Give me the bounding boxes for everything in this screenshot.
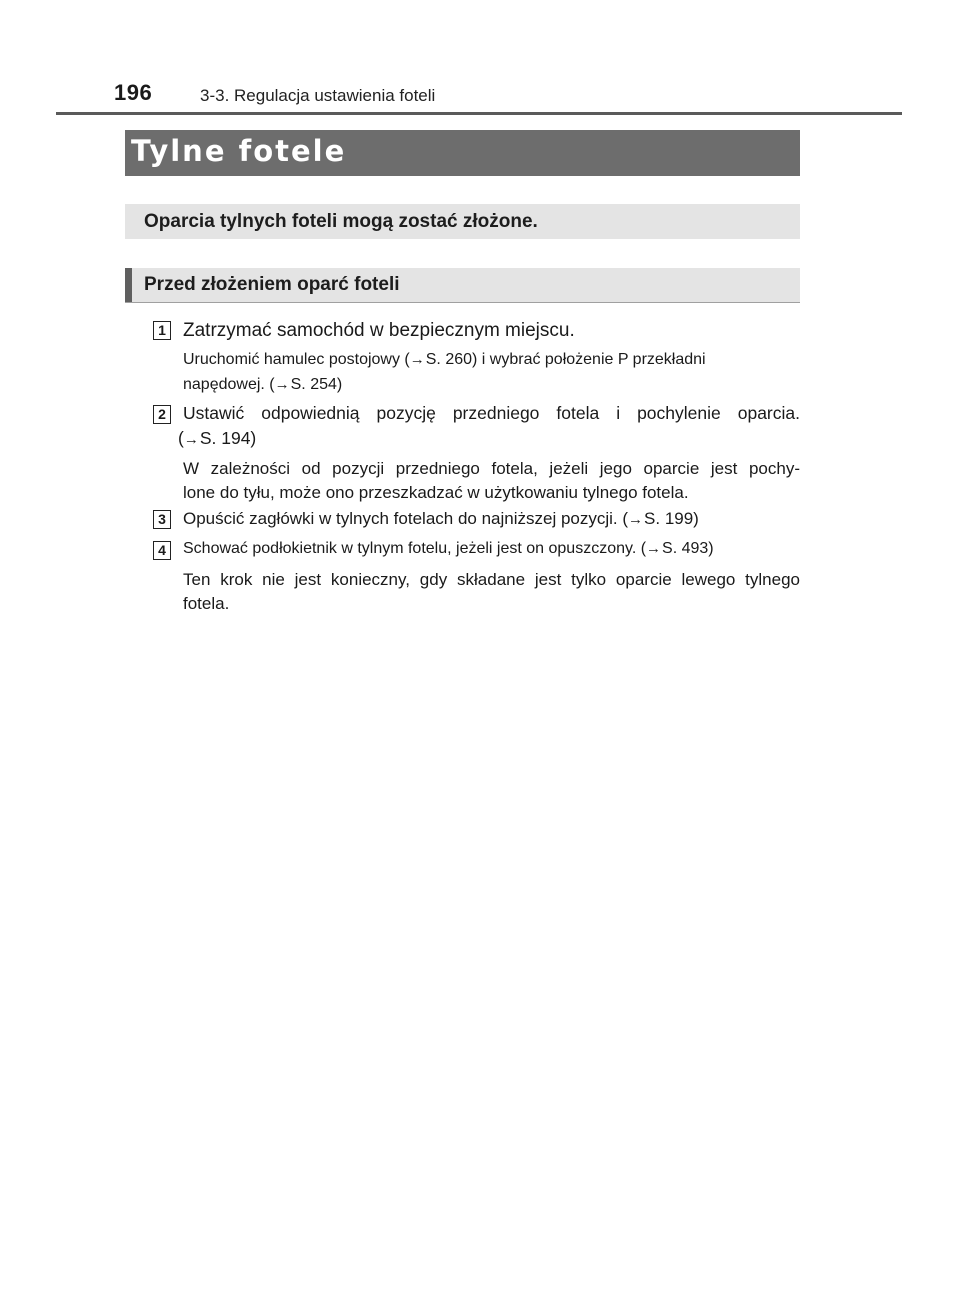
page-reference: S. 493): [662, 540, 714, 557]
page-reference: S. 254): [290, 376, 343, 393]
page-header: [0, 0, 960, 120]
step-note-line: W zależności od pozycji przedniego fotela, jeżeli jego oparcie jest pochy-: [183, 459, 800, 478]
page-title: Tylne fotele: [131, 134, 347, 168]
procedure-heading: Przed złożeniem oparć foteli: [144, 274, 400, 295]
step-instruction-cont: [178, 428, 256, 449]
step-instruction: [183, 509, 699, 529]
step-number-badge: 4: [153, 541, 171, 560]
step-note-line: lone do tyłu, może ono przeszkadzać w użytkowaniu tylnego fotela.: [183, 483, 689, 502]
subheading-text: Oparcia tylnych foteli mogą zostać złożone.: [144, 211, 538, 232]
step-note-line: [183, 351, 800, 369]
right-arrow-icon: →: [409, 351, 425, 368]
page-reference: S. 194): [199, 428, 257, 448]
step-note-line: Ten krok nie jest konieczny, gdy składane jest tylko oparcie lewego tylnego: [183, 570, 800, 589]
step-instruction: Zatrzymać samochód w bezpiecznym miejscu.: [183, 320, 575, 341]
page-reference: S. 260) i wybrać położenie P przekładni: [425, 351, 706, 368]
subheading-bar: [125, 204, 800, 239]
paren: (: [178, 428, 184, 448]
page-title-bar: [125, 130, 800, 176]
step-note-line: [183, 376, 342, 394]
step-number-badge: 2: [153, 405, 171, 424]
note-text: napędowej. (: [183, 376, 275, 393]
right-arrow-icon: →: [274, 376, 290, 393]
page-number: 196: [114, 80, 153, 105]
procedure-heading-bar: [125, 268, 800, 303]
step-number-badge: 1: [153, 321, 171, 340]
instruction-text: Schować podłokietnik w tylnym fotelu, jeżeli jest on opuszczony. (: [183, 540, 647, 557]
step-instruction: Ustawić odpowiednią pozycję przedniego fotela i pochylenie oparcia.: [183, 403, 800, 423]
instruction-text: Opuścić zagłówki w tylnych fotelach do najniższej pozycji. (: [183, 509, 629, 528]
section-reference: 3-3. Regulacja ustawienia foteli: [200, 86, 436, 105]
note-text: Uruchomić hamulec postojowy (: [183, 351, 410, 368]
step-note-line: fotela.: [183, 594, 230, 613]
header-divider: [56, 112, 902, 115]
step-instruction: [183, 540, 714, 558]
right-arrow-icon: →: [646, 540, 662, 557]
step-number-badge: 3: [153, 510, 171, 529]
right-arrow-icon: →: [628, 511, 644, 528]
right-arrow-icon: →: [183, 431, 199, 448]
page-reference: S. 199): [644, 509, 699, 528]
heading-accent: [125, 268, 132, 302]
